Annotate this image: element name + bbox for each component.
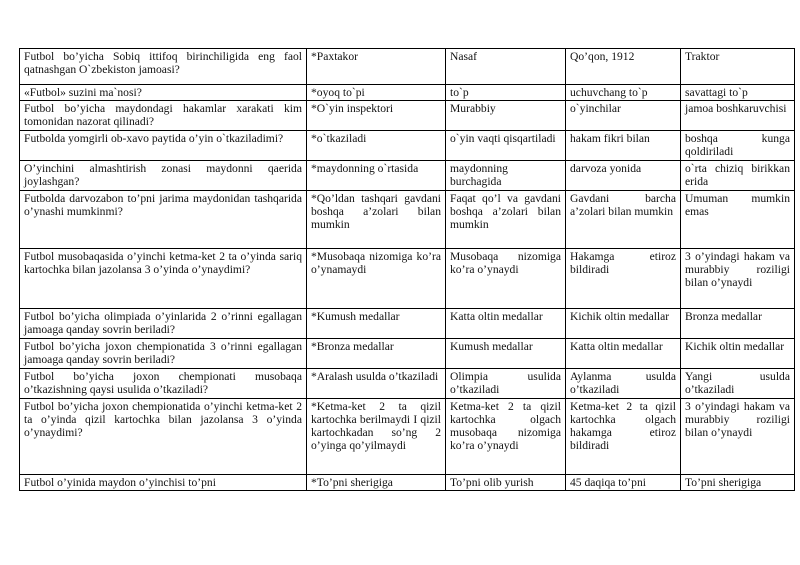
table-row: [20, 369, 795, 399]
answer-cell: *Kumush medallar: [307, 309, 446, 339]
option-cell: Kichik oltin medallar: [566, 309, 681, 339]
option-cell: Katta oltin medallar: [566, 339, 681, 369]
question-cell: Futbol musobaqasida o’yinchi ketma-ket 2 ta o’yinda sariq kartochka bilan jazolansa 3 o’yinda o’ynaydimi?: [20, 249, 307, 309]
table-row: [20, 161, 795, 191]
table-row: [20, 249, 795, 309]
answer-cell: *maydonning o`rtasida: [307, 161, 446, 191]
table-row: [20, 475, 795, 491]
option-cell: Kichik oltin medallar: [681, 339, 795, 369]
option-cell: maydonning burchagida: [446, 161, 566, 191]
question-cell: Futbolda darvozabon to’pni jarima maydonidan tashqarida o’ynashi mumkinmi?: [20, 191, 307, 249]
quiz-table: [19, 48, 795, 491]
question-cell: Futbol bo’yicha joxon chempionati musobaqa o’tkazishning qaysi usulida o’tkaziladi?: [20, 369, 307, 399]
answer-cell: *o`tkaziladi: [307, 131, 446, 161]
question-cell: «Futbol» suzini ma`nosi?: [20, 85, 307, 101]
option-cell: Faqat qo’l va gavdani boshqa a’zolari bilan mumkin: [446, 191, 566, 249]
option-cell: Gavdani barcha a’zolari bilan mumkin: [566, 191, 681, 249]
question-cell: Futbol bo’yicha olimpiada o’yinlarida 2 o’rinni egallagan jamoaga qanday sovrin beriladi?: [20, 309, 307, 339]
option-cell: darvoza yonida: [566, 161, 681, 191]
answer-cell: *Bronza medallar: [307, 339, 446, 369]
option-cell: o`rta chiziq birikkan erida: [681, 161, 795, 191]
option-cell: Ketma-ket 2 ta qizil kartochka olgach hakamga etiroz bildiradi: [566, 399, 681, 475]
option-cell: Musobaqa nizomiga ko’ra o’ynaydi: [446, 249, 566, 309]
option-cell: 3 o’yindagi hakam va murabbiy roziligi bilan o’ynaydi: [681, 249, 795, 309]
answer-cell: *oyoq to`pi: [307, 85, 446, 101]
option-cell: Aylanma usulda o’tkaziladi: [566, 369, 681, 399]
question-cell: Futbol bo’yicha joxon chempionatida 3 o’rinni egallagan jamoaga qanday sovrin beriladi?: [20, 339, 307, 369]
option-cell: Hakamga etiroz bildiradi: [566, 249, 681, 309]
option-cell: Bronza medallar: [681, 309, 795, 339]
option-cell: jamoa boshkaruvchisi: [681, 101, 795, 131]
option-cell: to`p: [446, 85, 566, 101]
table-row: [20, 191, 795, 249]
option-cell: Katta oltin medallar: [446, 309, 566, 339]
answer-cell: *Ketma-ket 2 ta qizil kartochka berilmaydi I qizil kartochkadan so’ng 2 o’yinga qo’yilmaydi: [307, 399, 446, 475]
answer-cell: *Qo’ldan tashqari gavdani boshqa a’zolari bilan mumkin: [307, 191, 446, 249]
option-cell: Nasaf: [446, 49, 566, 85]
table-row: [20, 309, 795, 339]
option-cell: 3 o’yindagi hakam va murabbiy roziligi bilan o’ynaydi: [681, 399, 795, 475]
option-cell: o`yinchilar: [566, 101, 681, 131]
option-cell: Traktor: [681, 49, 795, 85]
option-cell: Umuman mumkin emas: [681, 191, 795, 249]
answer-cell: *Aralash usulda o’tkaziladi: [307, 369, 446, 399]
answer-cell: *O`yin inspektori: [307, 101, 446, 131]
quiz-table-body: [20, 49, 795, 491]
option-cell: savattagi to`p: [681, 85, 795, 101]
option-cell: Murabbiy: [446, 101, 566, 131]
option-cell: Yangi usulda o’tkaziladi: [681, 369, 795, 399]
answer-cell: *Musobaqa nizomiga ko’ra o’ynamaydi: [307, 249, 446, 309]
option-cell: To’pni sherigiga: [681, 475, 795, 491]
option-cell: To’pni olib yurish: [446, 475, 566, 491]
question-cell: O’yinchini almashtirish zonasi maydonni qaerida joylashgan?: [20, 161, 307, 191]
table-row: [20, 339, 795, 369]
answer-cell: *To’pni sherigiga: [307, 475, 446, 491]
table-row: [20, 399, 795, 475]
option-cell: Kumush medallar: [446, 339, 566, 369]
question-cell: Futbol bo’yicha joxon chempionatida o’yinchi ketma-ket 2 ta o’yinda qizil kartochka bilan jazolansa 3 o’yinda o’ynaydimi?: [20, 399, 307, 475]
answer-cell: *Paxtakor: [307, 49, 446, 85]
option-cell: hakam fikri bilan: [566, 131, 681, 161]
option-cell: boshqa kunga qoldiriladi: [681, 131, 795, 161]
option-cell: Qo’qon, 1912: [566, 49, 681, 85]
question-cell: Futbolda yomgirli ob-xavo paytida o’yin o`tkaziladimi?: [20, 131, 307, 161]
question-cell: Futbol o’yinida maydon o’yinchisi to’pni: [20, 475, 307, 491]
table-row: [20, 131, 795, 161]
option-cell: 45 daqiqa to’pni: [566, 475, 681, 491]
table-row: [20, 101, 795, 131]
option-cell: Ketma-ket 2 ta qizil kartochka olgach musobaqa nizomiga ko’ra o’ynaydi: [446, 399, 566, 475]
table-row: [20, 49, 795, 85]
question-cell: Futbol bo’yicha maydondagi hakamlar xarakati kim tomonidan nazorat qilinadi?: [20, 101, 307, 131]
option-cell: uchuvchang to`p: [566, 85, 681, 101]
table-row: [20, 85, 795, 101]
option-cell: Olimpia usulida o’tkaziladi: [446, 369, 566, 399]
option-cell: o`yin vaqti qisqartiladi: [446, 131, 566, 161]
question-cell: Futbol bo’yicha Sobiq ittifoq birinchiligida eng faol qatnashgan O`zbekiston jamoasi?: [20, 49, 307, 85]
